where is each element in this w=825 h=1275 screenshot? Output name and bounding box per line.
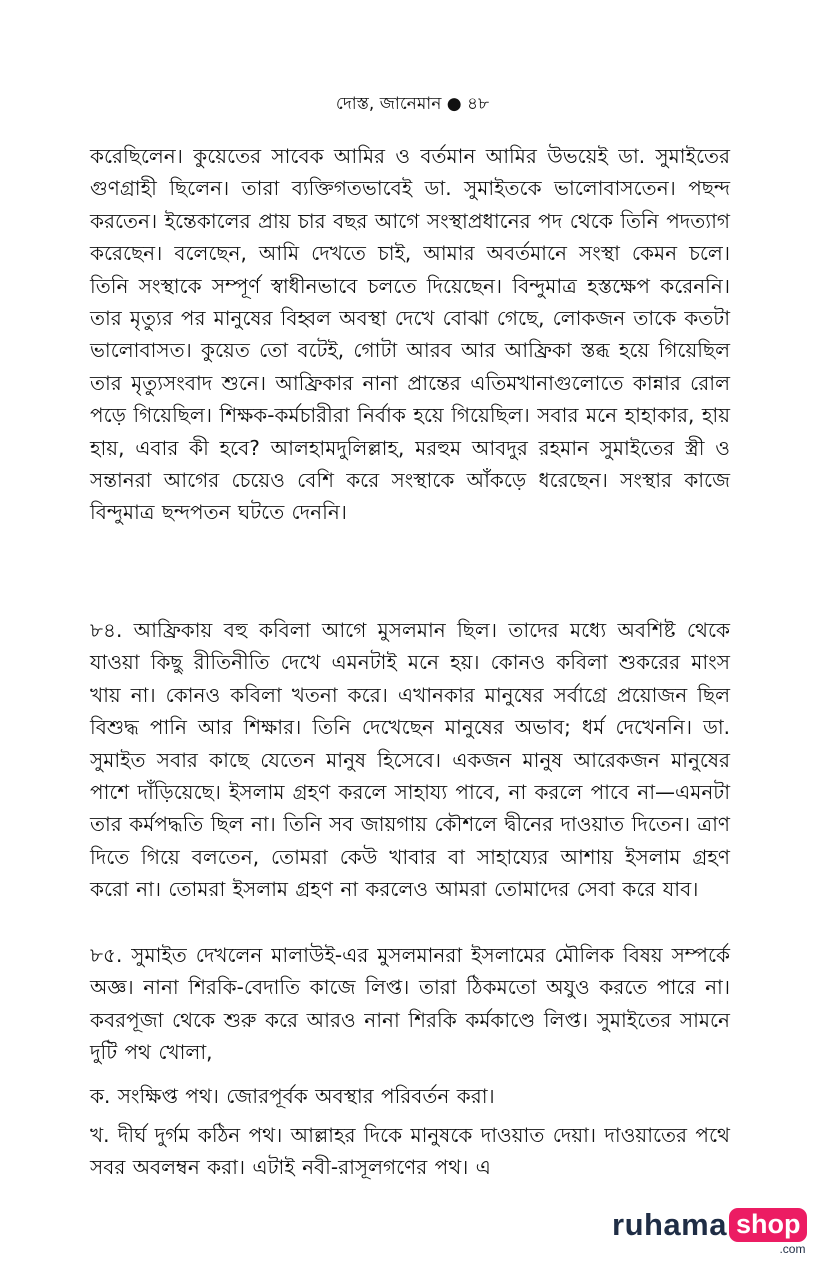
- logo-text-com: .com: [779, 1242, 806, 1256]
- running-head: দোস্ত, জানেমান ● ৪৮: [335, 94, 490, 114]
- logo-shop-badge: [729, 1208, 808, 1256]
- logo-text-ruhama: ruhama: [612, 1207, 727, 1242]
- paragraph-85: ৮৫. সুমাইত দেখলেন মালাউই-এর মুসলমানরা ইসলামের মৌলিক বিষয় সম্পর্কে অজ্ঞ। নানা শিরকি-বেদাতি কাজে লিপ্ত। তারা ঠিকমতো অযুও করতে পারে না। কবরপূজা থেকে শুরু করে আরও নানা শিরকি কর্মকাণ্ডে লিপ্ত। সুমাইতের সামনে দুটি পথ খোলা,: [90, 943, 730, 1065]
- paragraph-84: ৮৪. আফ্রিকায় বহু কবিলা আগে মুসলমান ছিল। তাদের মধ্যে অবশিষ্ট থেকে যাওয়া কিছু রীতিনীতি দেখে এমনটাই মনে হয়। কোনও কবিলা শুকরের মাংস খায় না। কোনও কবিলা খতনা করে। এখানকার মানুষের সর্বাগ্রে প্রয়োজন ছিল বিশুদ্ধ পানি আর শিক্ষার। তিনি দেখেছেন মানুষের অভাব; ধর্ম দেখেননি। ডা. সুমাইত সবার কাছে যেতেন মানুষ হিসেবে। একজন মানুষ আরেকজন মানুষের পাশে দাঁড়িয়েছে। ইসলাম গ্রহণ করলে সাহায্য পাবে, না করলে পাবে না—এমনটা তার কর্মপদ্ধতি ছিল না। তিনি সব জায়গায় কৌশলে দ্বীনের দাওয়াত দিতেন। ত্রাণ দিতে গিয়ে বলতেন, তোমরা কেউ খাবার বা সাহায্যের আশায় ইসলাম গ্রহণ করো না। তোমরা ইসলাম গ্রহণ না করলেও আমরা তোমাদের সেবা করে যাব।: [90, 618, 730, 902]
- logo-text-shop: shop: [729, 1208, 808, 1242]
- list-item-ka: ক. সংক্ষিপ্ত পথ। জোরপূর্বক অবস্থার পরিবর্তন করা।: [90, 1084, 495, 1108]
- ruhamashop-logo: [612, 1207, 807, 1256]
- paragraph-continuation: করেছিলেন। কুয়েতের সাবেক আমির ও বর্তমান আমির উভয়েই ডা. সুমাইতের গুণগ্রাহী ছিলেন। তারা ব্যক্তিগতভাবেই ডা. সুমাইতকে ভালোবাসতেন। পছন্দ করতেন। ইন্তেকালের প্রায় চার বছর আগে সংস্থাপ্রধানের পদ থেকে তিনি পদত্যাগ করেছেন। বলেছেন, আমি দেখতে চাই, আমার অবর্তমানে সংস্থা কেমন চলে। তিনি সংস্থাকে সম্পূর্ণ স্বাধীনভাবে চলতে দিয়েছেন। বিন্দুমাত্র হস্তক্ষেপ করেননি। তার মৃত্যুর পর মানুষের বিহ্বল অবস্থা দেখে বোঝা গেছে, লোকজন তাকে কতটা ভালোবাসত। কুয়েত তো বটেই, গোটা আরব আর আফ্রিকা স্তব্ধ হয়ে গিয়েছিল তার মৃত্যুসংবাদ শুনে। আফ্রিকার নানা প্রান্তের এতিমখানাগুলোতে কান্নার রোল পড়ে গিয়েছিল। শিক্ষক-কর্মচারীরা নির্বাক হয়ে গিয়েছিল। সবার মনে হাহাকার, হায় হায়, এবার কী হবে? আলহামদুলিল্লাহ, মরহুম আবদুর রহমান সুমাইতের স্ত্রী ও সন্তানরা আগের চেয়েও বেশি করে সংস্থাকে আঁকড়ে ধরেছেন। সংস্থার কাজে বিন্দুমাত্র ছন্দপতন ঘটতে দেননি।: [90, 144, 730, 525]
- list-item-kha: খ. দীর্ঘ দুর্গম কঠিন পথ। আল্লাহর দিকে মানুষকে দাওয়াত দেয়া। দাওয়াতের পথে সবর অবলম্বন করা। এটাই নবী-রাসূলগণের পথ। এ: [90, 1123, 730, 1180]
